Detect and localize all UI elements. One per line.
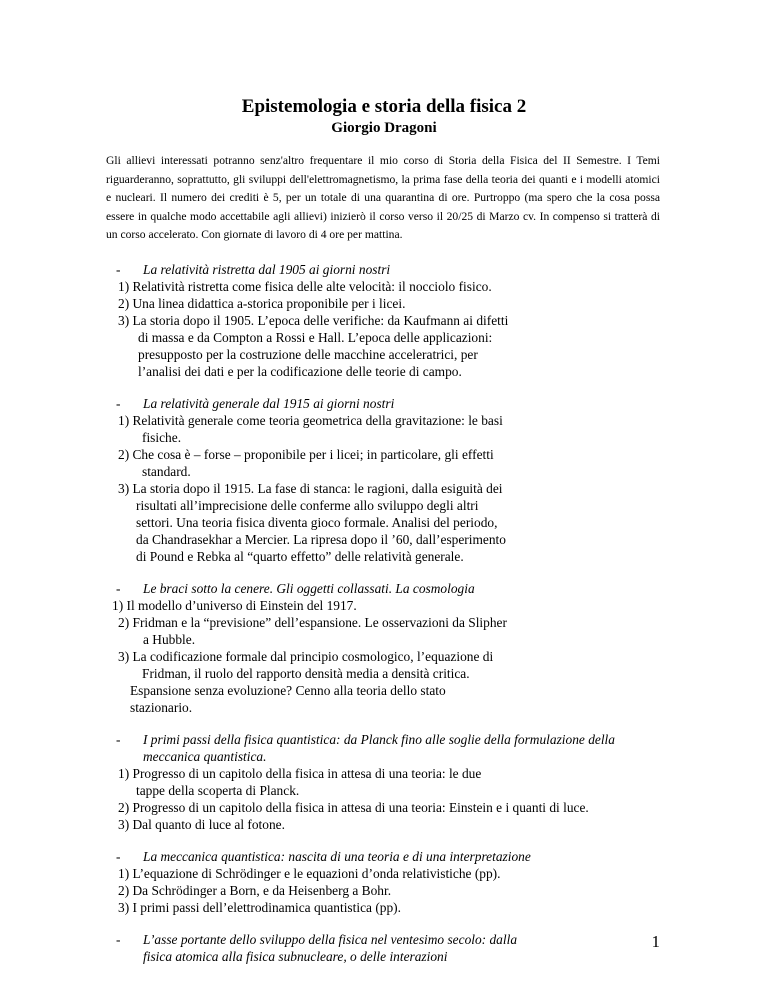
section-1-line-1: 1) Relatività ristretta come fisica delle alte velocità: il nocciolo fisico. — [118, 279, 492, 294]
intro-paragraph: Gli allievi interessati potranno senz'altro frequentare il mio corso di Storia della Fisica del II Semestre. I Temi riguarderanno, soprattutto, gli sviluppi dell'elettromagnetismo, la prima fase della teoria dei quanti e i modelli atomici e nucleari. Il numero dei crediti è 5, per un totale di una quarantina di ore. Purtroppo (ma spero che la cosa possa essere in qualche modo accettabile agli allievi) inizierò il corso verso il 20/25 di Marzo cv. In compenso si tratterà di un corso accelerato. Con giornate di lavoro di 4 ore per mattina. — [106, 154, 660, 241]
section-3-line-4: 3) La codificazione formale dal principio cosmologico, l’equazione di — [118, 649, 494, 664]
section-4-heading-cont: meccanica quantistica. — [143, 749, 267, 764]
section-2-line-3: 2) Che cosa è – forse – proponibile per i licei; in particolare, gli effetti — [118, 447, 494, 462]
section-1-line-2: 2) Una linea didattica a-storica proponibile per i licei. — [118, 296, 406, 311]
section-6-heading-cont: fisica atomica alla fisica subnucleare, o delle interazioni — [143, 949, 448, 964]
section-3-line-2: 2) Fridman e la “previsione” dell’espansione. Le osservazioni da Slipher — [118, 615, 507, 630]
section-1-line-4: di massa e da Compton a Rossi e Hall. L’epoca delle applicazioni: — [138, 330, 493, 345]
section-2-line-9: di Pound e Rebka al “quarto effetto” delle relatività generale. — [136, 549, 464, 564]
section-6-heading: L’asse portante dello sviluppo della fisica nel ventesimo secolo: dalla — [143, 932, 518, 947]
section-4-heading: I primi passi della fisica quantistica: da Planck fino alle soglie della formulazione della — [143, 732, 615, 747]
section-2-line-8: da Chandrasekhar a Mercier. La ripresa dopo il ’60, dall’esperimento — [136, 532, 506, 547]
section-2-line-2: fisiche. — [142, 430, 182, 445]
section-5-dash: - — [116, 849, 121, 864]
section-5-line-1: 1) L’equazione di Schrödinger e le equazioni d’onda relativistiche (pp). — [118, 866, 501, 881]
section-3-heading: Le braci sotto la cenere. Gli oggetti collassati. La cosmologia — [143, 581, 475, 596]
page-number: 1 — [651, 932, 660, 951]
section-5-line-2: 2) Da Schrödinger a Born, e da Heisenberg a Bohr. — [118, 883, 392, 898]
section-3-line-6: Espansione senza evoluzione? Cenno alla teoria dello stato — [130, 683, 446, 698]
section-4-line-4: 3) Dal quanto di luce al fotone. — [118, 817, 285, 832]
document-author: Giorgio Dragoni — [331, 120, 437, 136]
section-4-line-3: 2) Progresso di un capitolo della fisica in attesa di una teoria: Einstein e i quanti di luce. — [118, 800, 589, 815]
section-3-line-3: a Hubble. — [143, 632, 196, 647]
section-2-line-5: 3) La storia dopo il 1915. La fase di stanca: le ragioni, dalla esiguità dei — [118, 481, 503, 496]
section-6-dash: - — [116, 932, 121, 947]
section-1-heading: La relatività ristretta dal 1905 ai giorni nostri — [143, 262, 391, 277]
section-2-line-1: 1) Relatività generale come teoria geometrica della gravitazione: le basi — [118, 413, 503, 428]
section-3-line-7: stazionario. — [130, 700, 193, 715]
section-2-dash: - — [116, 396, 121, 411]
section-5-line-3: 3) I primi passi dell’elettrodinamica quantistica (pp). — [118, 900, 401, 915]
section-4-dash: - — [116, 732, 121, 747]
section-2-heading: La relatività generale dal 1915 ai giorni nostri — [143, 396, 395, 411]
section-3-line-1: 1) Il modello d’universo di Einstein del 1917. — [112, 598, 357, 613]
section-3-line-5: Fridman, il ruolo del rapporto densità media a densità critica. — [142, 666, 470, 681]
section-4-line-1: 1) Progresso di un capitolo della fisica in attesa di una teoria: le due — [118, 766, 482, 781]
section-1-line-5: presupposto per la costruzione delle macchine acceleratrici, per — [138, 347, 478, 362]
section-5-heading: La meccanica quantistica: nascita di una teoria e di una interpretazione — [143, 849, 531, 864]
section-4-line-2: tappe della scoperta di Planck. — [136, 783, 300, 798]
section-2-line-7: settori. Una teoria fisica diventa gioco formale. Analisi del periodo, — [136, 515, 498, 530]
section-1-line-3: 3) La storia dopo il 1905. L’epoca delle verifiche: da Kaufmann ai difetti — [118, 313, 509, 328]
section-1-line-6: l’analisi dei dati e per la codificazione delle teorie di campo. — [138, 364, 462, 379]
document-title: Epistemologia e storia della fisica 2 — [241, 96, 527, 117]
section-2-line-4: standard. — [142, 464, 191, 479]
section-2-line-6: risultati all’imprecisione delle conferme allo sviluppo degli altri — [136, 498, 479, 513]
section-3-dash: - — [116, 581, 121, 596]
section-1-dash: - — [116, 262, 121, 277]
